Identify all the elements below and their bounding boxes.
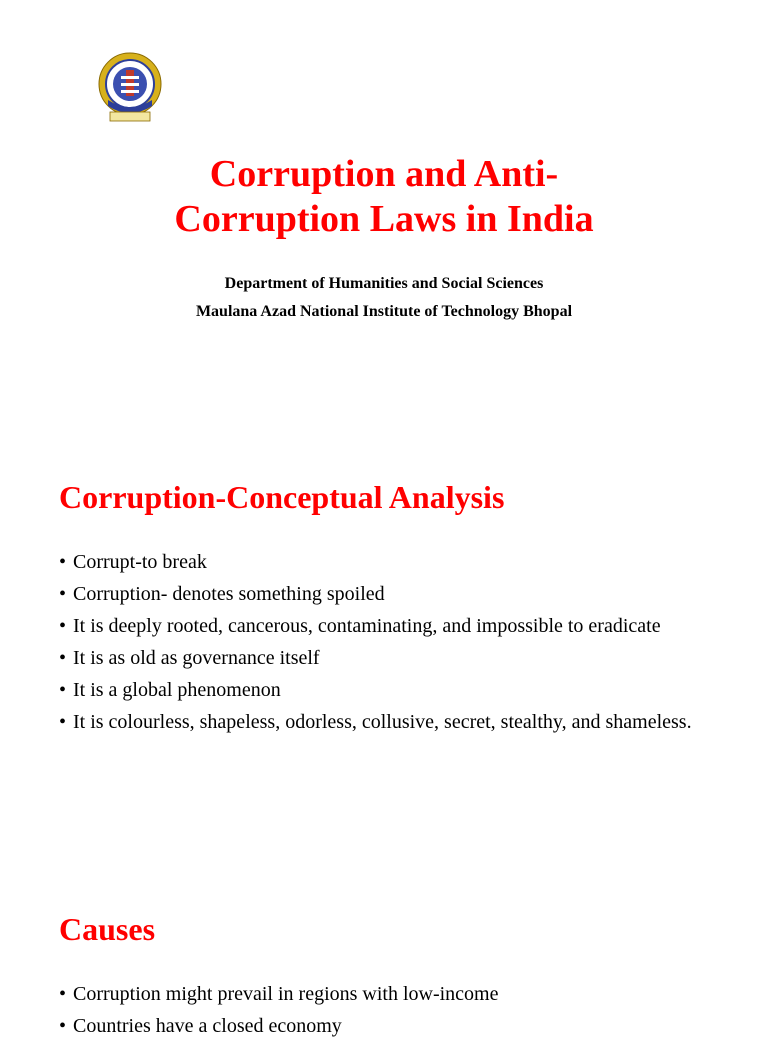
causes-slide — [0, 860, 768, 1037]
list-item: • Countries have a closed economy — [59, 1014, 699, 1038]
bullet-list — [59, 982, 699, 1046]
conceptual-analysis-slide — [0, 430, 768, 860]
institute-name: Maulana Azad National Institute of Technology Bhopal — [195, 303, 573, 320]
title-slide — [0, 0, 768, 430]
list-item: • It is colourless, shapeless, odorless, collusive, secret, stealthy, and shameless. — [59, 710, 699, 734]
list-item: • Corruption might prevail in regions with low-income — [59, 982, 699, 1006]
list-item: • Corruption- denotes something spoiled — [59, 582, 699, 606]
list-item: • Corrupt-to break — [59, 550, 699, 574]
institute-emblem-icon — [96, 52, 164, 124]
slide-heading: Causes — [59, 911, 156, 947]
list-item: • It is a global phenomenon — [59, 678, 699, 702]
title-line-2: Corruption Laws in India — [174, 198, 594, 240]
slide-heading: Corruption-Conceptual Analysis — [59, 479, 505, 515]
presentation-title — [0, 152, 768, 242]
list-item: • It is deeply rooted, cancerous, contaminating, and impossible to eradicate — [59, 614, 699, 638]
title-line-1: Corruption and Anti- — [209, 153, 559, 195]
department-name: Department of Humanities and Social Sciences — [224, 275, 544, 292]
list-item: • It is as old as governance itself — [59, 646, 699, 670]
bullet-list — [59, 550, 699, 742]
